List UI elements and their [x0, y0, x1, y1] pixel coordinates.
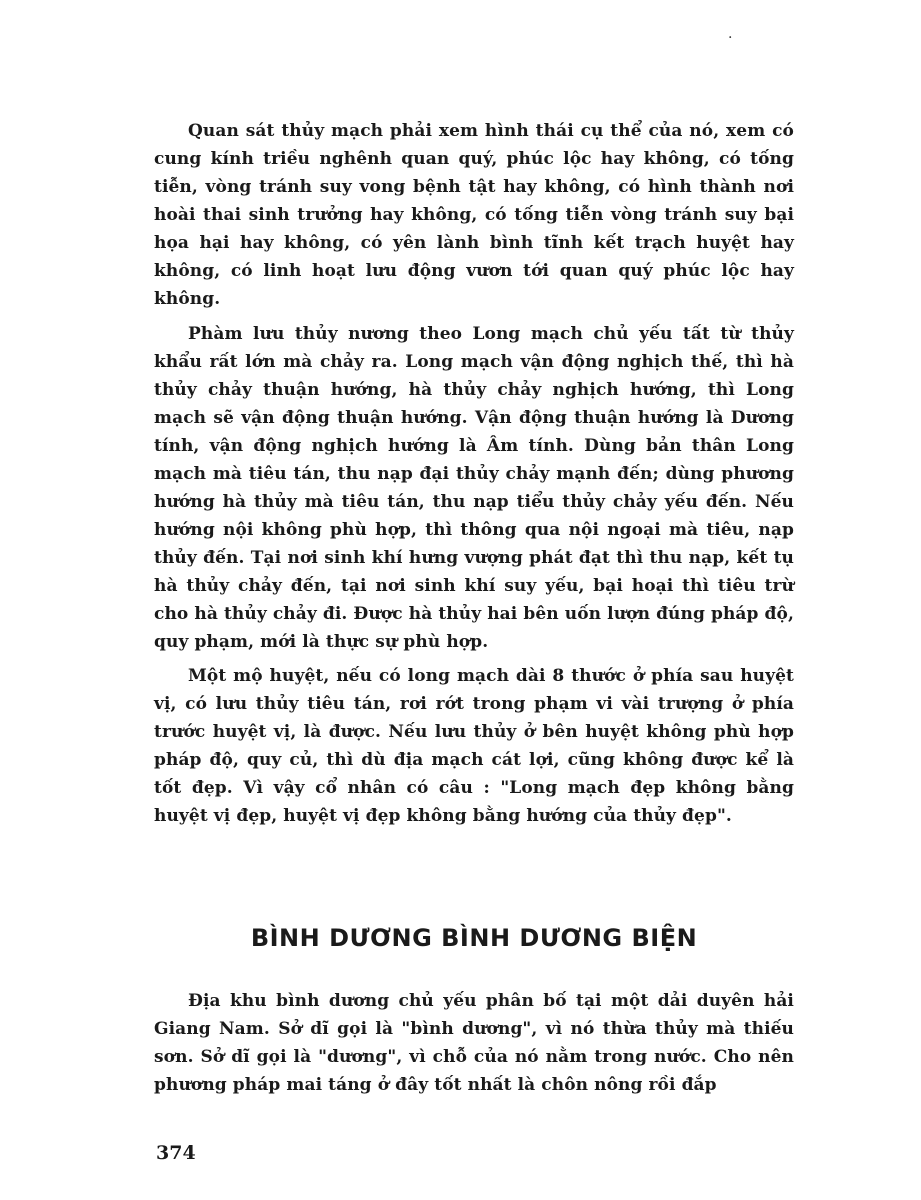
top-page-mark: .	[728, 26, 733, 42]
section-heading: BÌNH DƯƠNG BÌNH DƯƠNG BIỆN	[250, 924, 698, 952]
paragraph-tomb-cave: Một mộ huyệt, nếu có long mạch dài 8 thước ở phía sau huyệt vị, có lưu thủy tiêu tán, rơi rớt trong phạm vi vài trượng ở phía trước huyệt vị, là được. Nếu lưu thủy ở bên huyệt không phù hợp pháp độ, quy củ, thì dù địa mạch cát lợi, cũng không được kể là tốt đẹp. Vì vậy cổ nhân có câu : "Long mạch đẹp không bằng huyệt vị đẹp, huyệt vị đẹp không bằng hướng của thủy đẹp".	[154, 666, 794, 826]
paragraph-water-vein-observation: Quan sát thủy mạch phải xem hình thái cụ thể của nó, xem có cung kính triều nghênh quan quý, phúc lộc hay không, có tống tiễn, vòng tránh suy vong bệnh tật hay không, có hình thành nơi hoài thai sinh trưởng hay không, có tống tiễn vòng tránh suy bại họa hại hay không, có yên lành bình tĩnh kết trạch huyệt hay không, có linh hoạt lưu động vươn tới quan quý phúc lộc hay không.	[154, 121, 794, 309]
paragraph-plain-region: Địa khu bình dương chủ yếu phân bố tại một dải duyên hải Giang Nam. Sở dĩ gọi là "bình dương", vì nó thừa thủy mà thiếu sơn. Sở dĩ gọi là "dương", vì chỗ của nó nằm trong nước. Cho nên phương pháp mai táng ở đây tốt nhất là chôn nông rồi đắp	[154, 991, 794, 1095]
paragraph-flowing-water: Phàm lưu thủy nương theo Long mạch chủ yếu tất từ thủy khẩu rất lớn mà chảy ra. Long mạch vận động nghịch thế, thì hà thủy chảy thuận hướng, hà thủy chảy nghịch hướng, thì Long mạch sẽ vận động thuận hướng. Vận động thuận hướng là Dương tính, vận động nghịch hướng là Âm tính. Dùng bản thân Long mạch mà tiêu tán, thu nạp đại thủy chảy mạnh đến; dùng phương hướng hà thủy mà tiêu tán, thu nạp tiểu thủy chảy yếu đến. Nếu hướng nội không phù hợp, thì thông qua nội ngoại mà tiêu, nạp thủy đến. Tại nơi sinh khí hưng vượng phát đạt thì thu nạp, kết tụ hà thủy chảy đến, tại nơi sinh khí suy yếu, bại hoại thì tiêu trừ cho hà thủy chảy đi. Được hà thủy hai bên uốn lượn đúng pháp độ, quy phạm, mới là thực sự phù hợp.	[154, 324, 794, 652]
page-number: 374	[156, 1142, 196, 1164]
